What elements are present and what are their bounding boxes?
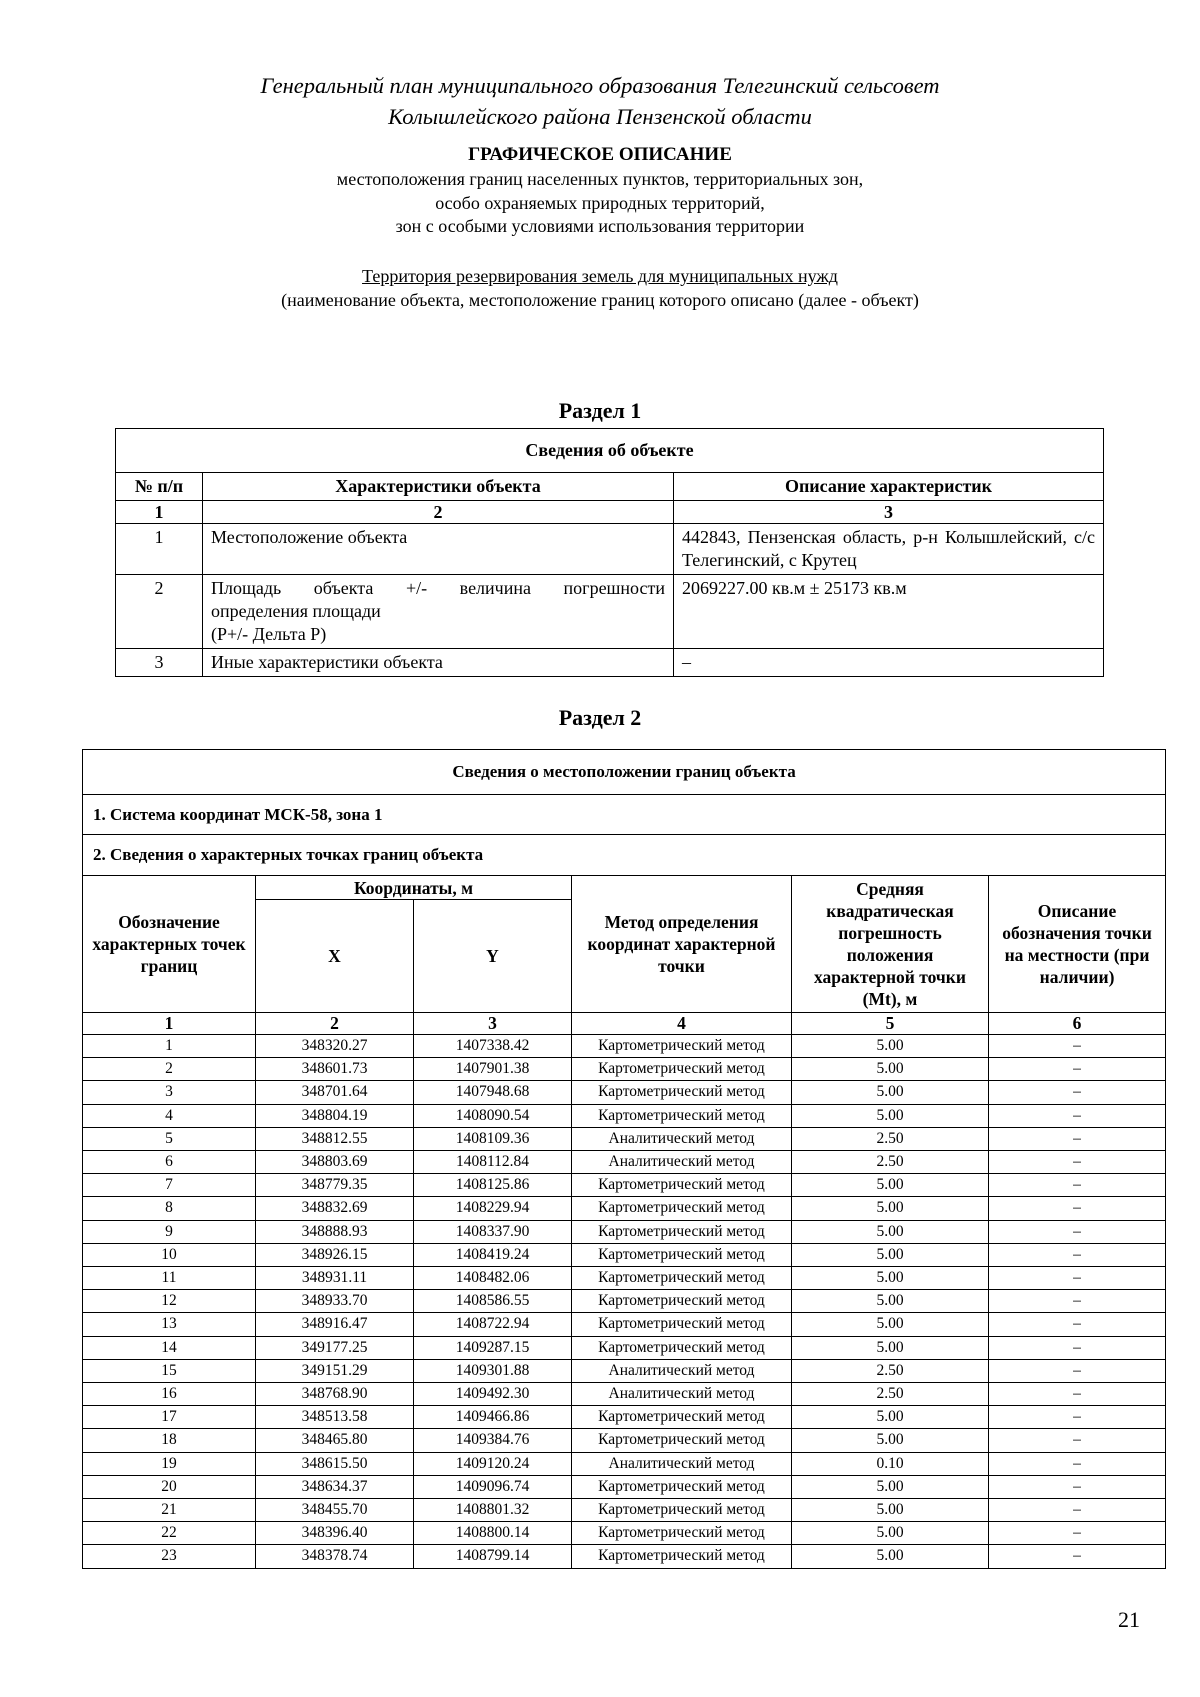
point-method: Картометрический метод xyxy=(572,1429,792,1452)
row-name-line-1: Площадь объекта +/- величина погрешности xyxy=(211,578,665,598)
col-number: 1 xyxy=(116,501,203,524)
point-error: 5.00 xyxy=(792,1545,989,1568)
point-y: 1408801.32 xyxy=(414,1499,572,1522)
point-description: – xyxy=(989,1127,1166,1150)
point-method: Картометрический метод xyxy=(572,1499,792,1522)
point-x: 348931.11 xyxy=(256,1267,414,1290)
point-error: 5.00 xyxy=(792,1499,989,1522)
point-x: 348933.70 xyxy=(256,1290,414,1313)
table-row xyxy=(83,1267,1166,1290)
point-y: 1407948.68 xyxy=(414,1081,572,1104)
point-x: 348701.64 xyxy=(256,1081,414,1104)
point-error: 2.50 xyxy=(792,1359,989,1382)
table-row xyxy=(83,1174,1166,1197)
point-number: 5 xyxy=(83,1127,256,1150)
header-characteristics: Характеристики объекта xyxy=(203,473,674,501)
point-method: Картометрический метод xyxy=(572,1220,792,1243)
row-value: 2069227.00 кв.м ± 25173 кв.м xyxy=(674,575,1104,649)
subtitle-line-3: зон с особыми условиями использования территории xyxy=(395,216,805,236)
point-number: 14 xyxy=(83,1336,256,1359)
point-error: 5.00 xyxy=(792,1197,989,1220)
table-row xyxy=(116,649,1104,677)
table-title-row xyxy=(116,429,1104,473)
point-x: 348803.69 xyxy=(256,1151,414,1174)
point-description: – xyxy=(989,1174,1166,1197)
point-x: 348378.74 xyxy=(256,1545,414,1568)
point-description: – xyxy=(989,1058,1166,1081)
row-name-line-2: определения площади xyxy=(211,601,381,621)
point-error: 5.00 xyxy=(792,1243,989,1266)
point-method: Картометрический метод xyxy=(572,1336,792,1359)
point-error: 5.00 xyxy=(792,1174,989,1197)
point-description: – xyxy=(989,1267,1166,1290)
point-y: 1409287.15 xyxy=(414,1336,572,1359)
row-number: 3 xyxy=(116,649,203,677)
point-description: – xyxy=(989,1545,1166,1568)
points-body xyxy=(83,1035,1166,1569)
header-number: № п/п xyxy=(116,473,203,501)
point-method: Картометрический метод xyxy=(572,1035,792,1058)
table-row xyxy=(83,1452,1166,1475)
point-y: 1409301.88 xyxy=(414,1359,572,1382)
document-title: ГРАФИЧЕСКОЕ ОПИСАНИЕ xyxy=(468,144,732,165)
point-x: 348768.90 xyxy=(256,1383,414,1406)
document-subtitle xyxy=(0,168,1200,239)
point-x: 348465.80 xyxy=(256,1429,414,1452)
table-row xyxy=(83,1336,1166,1359)
point-number: 12 xyxy=(83,1290,256,1313)
table-row xyxy=(83,1406,1166,1429)
point-number: 15 xyxy=(83,1359,256,1382)
point-y: 1408799.14 xyxy=(414,1545,572,1568)
point-error: 5.00 xyxy=(792,1336,989,1359)
point-description: – xyxy=(989,1313,1166,1336)
point-number: 7 xyxy=(83,1174,256,1197)
point-x: 348396.40 xyxy=(256,1522,414,1545)
coord-system: 1. Система координат МСК-58, зона 1 xyxy=(83,795,1166,835)
point-method: Аналитический метод xyxy=(572,1151,792,1174)
point-y: 1408125.86 xyxy=(414,1174,572,1197)
subtitle-line-2: особо охраняемых природных территорий, xyxy=(435,192,765,213)
point-number: 18 xyxy=(83,1429,256,1452)
point-number: 23 xyxy=(83,1545,256,1568)
point-description: – xyxy=(989,1359,1166,1382)
boundary-table-title: Сведения о местоположении границ объекта xyxy=(83,750,1166,795)
points-title-row xyxy=(83,835,1166,876)
point-method: Картометрический метод xyxy=(572,1522,792,1545)
document-header xyxy=(0,70,1200,132)
table-row xyxy=(116,524,1104,575)
table-row xyxy=(83,1104,1166,1127)
point-description: – xyxy=(989,1336,1166,1359)
col-number: 2 xyxy=(203,501,674,524)
point-method: Картометрический метод xyxy=(572,1174,792,1197)
point-number: 20 xyxy=(83,1475,256,1498)
col-number: 1 xyxy=(83,1013,256,1035)
point-error: 5.00 xyxy=(792,1267,989,1290)
point-method: Картометрический метод xyxy=(572,1313,792,1336)
point-x: 348832.69 xyxy=(256,1197,414,1220)
point-description: – xyxy=(989,1151,1166,1174)
header-coordinates: Координаты, м xyxy=(256,876,572,900)
point-error: 0.10 xyxy=(792,1452,989,1475)
point-error: 5.00 xyxy=(792,1058,989,1081)
table-row xyxy=(83,1313,1166,1336)
point-method: Картометрический метод xyxy=(572,1290,792,1313)
point-description: – xyxy=(989,1383,1166,1406)
point-x: 348320.27 xyxy=(256,1035,414,1058)
point-x: 349151.29 xyxy=(256,1359,414,1382)
table-row xyxy=(83,1035,1166,1058)
point-error: 5.00 xyxy=(792,1406,989,1429)
point-error: 5.00 xyxy=(792,1081,989,1104)
header-line-2: Колышлейского района Пензенской области xyxy=(388,104,812,129)
section-2-title: Раздел 2 xyxy=(558,705,642,730)
point-number: 21 xyxy=(83,1499,256,1522)
point-x: 349177.25 xyxy=(256,1336,414,1359)
point-x: 348634.37 xyxy=(256,1475,414,1498)
header-designation: Обозначение характерных точек границ xyxy=(83,876,256,1013)
header-method: Метод определения координат характерной точки xyxy=(572,876,792,1013)
table-row xyxy=(83,1522,1166,1545)
table-row xyxy=(83,1243,1166,1266)
point-number: 3 xyxy=(83,1081,256,1104)
point-description: – xyxy=(989,1035,1166,1058)
point-method: Картометрический метод xyxy=(572,1545,792,1568)
point-number: 6 xyxy=(83,1151,256,1174)
point-error: 5.00 xyxy=(792,1220,989,1243)
table-row xyxy=(83,1197,1166,1220)
col-number: 5 xyxy=(792,1013,989,1035)
point-method: Картометрический метод xyxy=(572,1267,792,1290)
table-row xyxy=(83,1499,1166,1522)
point-error: 5.00 xyxy=(792,1522,989,1545)
point-description: – xyxy=(989,1290,1166,1313)
point-description: – xyxy=(989,1499,1166,1522)
point-method: Картометрический метод xyxy=(572,1081,792,1104)
object-caption: (наименование объекта, местоположение границ которого описано (далее - объект) xyxy=(281,290,919,310)
point-description: – xyxy=(989,1429,1166,1452)
row-value: 442843, Пензенская область, р-н Колышлейский, с/с Телегинский, с Крутец xyxy=(674,524,1104,575)
point-error: 5.00 xyxy=(792,1290,989,1313)
point-number: 1 xyxy=(83,1035,256,1058)
point-description: – xyxy=(989,1452,1166,1475)
table-row xyxy=(83,1081,1166,1104)
point-method: Аналитический метод xyxy=(572,1359,792,1382)
point-y: 1409492.30 xyxy=(414,1383,572,1406)
col-number: 2 xyxy=(256,1013,414,1035)
table-row xyxy=(116,575,1104,649)
row-number: 2 xyxy=(116,575,203,649)
table-row xyxy=(83,1475,1166,1498)
object-info-title: Сведения об объекте xyxy=(116,429,1104,473)
point-number: 17 xyxy=(83,1406,256,1429)
point-error: 5.00 xyxy=(792,1035,989,1058)
point-x: 348812.55 xyxy=(256,1127,414,1150)
coord-system-row xyxy=(83,795,1166,835)
table-row xyxy=(83,1058,1166,1081)
table-row xyxy=(83,1151,1166,1174)
page-number: 21 xyxy=(1118,1607,1140,1632)
point-x: 348601.73 xyxy=(256,1058,414,1081)
table-header-row xyxy=(83,876,1166,900)
col-number: 6 xyxy=(989,1013,1166,1035)
point-x: 348615.50 xyxy=(256,1452,414,1475)
col-number: 3 xyxy=(414,1013,572,1035)
point-method: Картометрический метод xyxy=(572,1104,792,1127)
point-number: 2 xyxy=(83,1058,256,1081)
point-error: 5.00 xyxy=(792,1313,989,1336)
column-number-row xyxy=(116,501,1104,524)
point-x: 348455.70 xyxy=(256,1499,414,1522)
object-block xyxy=(0,264,1200,312)
point-method: Аналитический метод xyxy=(572,1127,792,1150)
point-y: 1409384.76 xyxy=(414,1429,572,1452)
point-number: 22 xyxy=(83,1522,256,1545)
point-y: 1409096.74 xyxy=(414,1475,572,1498)
point-description: – xyxy=(989,1243,1166,1266)
header-description: Описание характеристик xyxy=(674,473,1104,501)
point-x: 348888.93 xyxy=(256,1220,414,1243)
point-description: – xyxy=(989,1220,1166,1243)
row-number: 1 xyxy=(116,524,203,575)
table-row xyxy=(83,1290,1166,1313)
point-error: 2.50 xyxy=(792,1151,989,1174)
point-description: – xyxy=(989,1104,1166,1127)
point-number: 13 xyxy=(83,1313,256,1336)
subtitle-line-1: местоположения границ населенных пунктов, территориальных зон, xyxy=(336,169,864,189)
point-method: Картометрический метод xyxy=(572,1197,792,1220)
section-1-title: Раздел 1 xyxy=(558,398,642,423)
point-y: 1408229.94 xyxy=(414,1197,572,1220)
object-info-table xyxy=(115,428,1104,677)
point-y: 1408800.14 xyxy=(414,1522,572,1545)
point-y: 1408419.24 xyxy=(414,1243,572,1266)
header-y: Y xyxy=(414,900,572,1013)
point-y: 1409466.86 xyxy=(414,1406,572,1429)
table-row xyxy=(83,1127,1166,1150)
point-method: Аналитический метод xyxy=(572,1452,792,1475)
row-name: Местоположение объекта xyxy=(203,524,674,575)
point-number: 9 xyxy=(83,1220,256,1243)
point-x: 348804.19 xyxy=(256,1104,414,1127)
col-number: 4 xyxy=(572,1013,792,1035)
boundary-points-table xyxy=(82,749,1166,1569)
point-number: 4 xyxy=(83,1104,256,1127)
point-error: 2.50 xyxy=(792,1383,989,1406)
point-x: 348779.35 xyxy=(256,1174,414,1197)
table-row xyxy=(83,1429,1166,1452)
point-method: Картометрический метод xyxy=(572,1243,792,1266)
table-header-row xyxy=(116,473,1104,501)
table-row xyxy=(83,1359,1166,1382)
table-row xyxy=(83,1545,1166,1568)
point-y: 1408337.90 xyxy=(414,1220,572,1243)
header-line-1: Генеральный план муниципального образования Телегинский сельсовет xyxy=(260,73,940,98)
point-method: Картометрический метод xyxy=(572,1058,792,1081)
point-number: 11 xyxy=(83,1267,256,1290)
point-y: 1409120.24 xyxy=(414,1452,572,1475)
row-value: – xyxy=(674,649,1104,677)
point-method: Аналитический метод xyxy=(572,1383,792,1406)
point-x: 348926.15 xyxy=(256,1243,414,1266)
point-error: 5.00 xyxy=(792,1104,989,1127)
point-number: 16 xyxy=(83,1383,256,1406)
row-name-line-3: (Р+/- Дельта Р) xyxy=(211,624,327,644)
point-y: 1408109.36 xyxy=(414,1127,572,1150)
point-error: 5.00 xyxy=(792,1475,989,1498)
point-description: – xyxy=(989,1406,1166,1429)
header-x: X xyxy=(256,900,414,1013)
header-error: Средняя квадратическая погрешность положения характерной точки (Mt), м xyxy=(792,876,989,1013)
point-description: – xyxy=(989,1475,1166,1498)
point-number: 8 xyxy=(83,1197,256,1220)
point-method: Картометрический метод xyxy=(572,1475,792,1498)
point-y: 1408112.84 xyxy=(414,1151,572,1174)
point-x: 348513.58 xyxy=(256,1406,414,1429)
point-y: 1407338.42 xyxy=(414,1035,572,1058)
point-error: 2.50 xyxy=(792,1127,989,1150)
point-y: 1408090.54 xyxy=(414,1104,572,1127)
point-number: 10 xyxy=(83,1243,256,1266)
column-number-row xyxy=(83,1013,1166,1035)
row-name xyxy=(203,575,674,649)
points-title: 2. Сведения о характерных точках границ объекта xyxy=(83,835,1166,876)
point-y: 1408722.94 xyxy=(414,1313,572,1336)
point-y: 1408482.06 xyxy=(414,1267,572,1290)
table-title-row xyxy=(83,750,1166,795)
table-row xyxy=(83,1220,1166,1243)
row-name: Иные характеристики объекта xyxy=(203,649,674,677)
col-number: 3 xyxy=(674,501,1104,524)
point-error: 5.00 xyxy=(792,1429,989,1452)
point-description: – xyxy=(989,1522,1166,1545)
point-description: – xyxy=(989,1197,1166,1220)
point-x: 348916.47 xyxy=(256,1313,414,1336)
point-y: 1408586.55 xyxy=(414,1290,572,1313)
table-row xyxy=(83,1383,1166,1406)
point-method: Картометрический метод xyxy=(572,1406,792,1429)
object-name: Территория резервирования земель для муниципальных нужд xyxy=(362,266,838,286)
point-y: 1407901.38 xyxy=(414,1058,572,1081)
point-description: – xyxy=(989,1081,1166,1104)
header-description: Описание обозначения точки на местности (при наличии) xyxy=(989,876,1166,1013)
point-number: 19 xyxy=(83,1452,256,1475)
